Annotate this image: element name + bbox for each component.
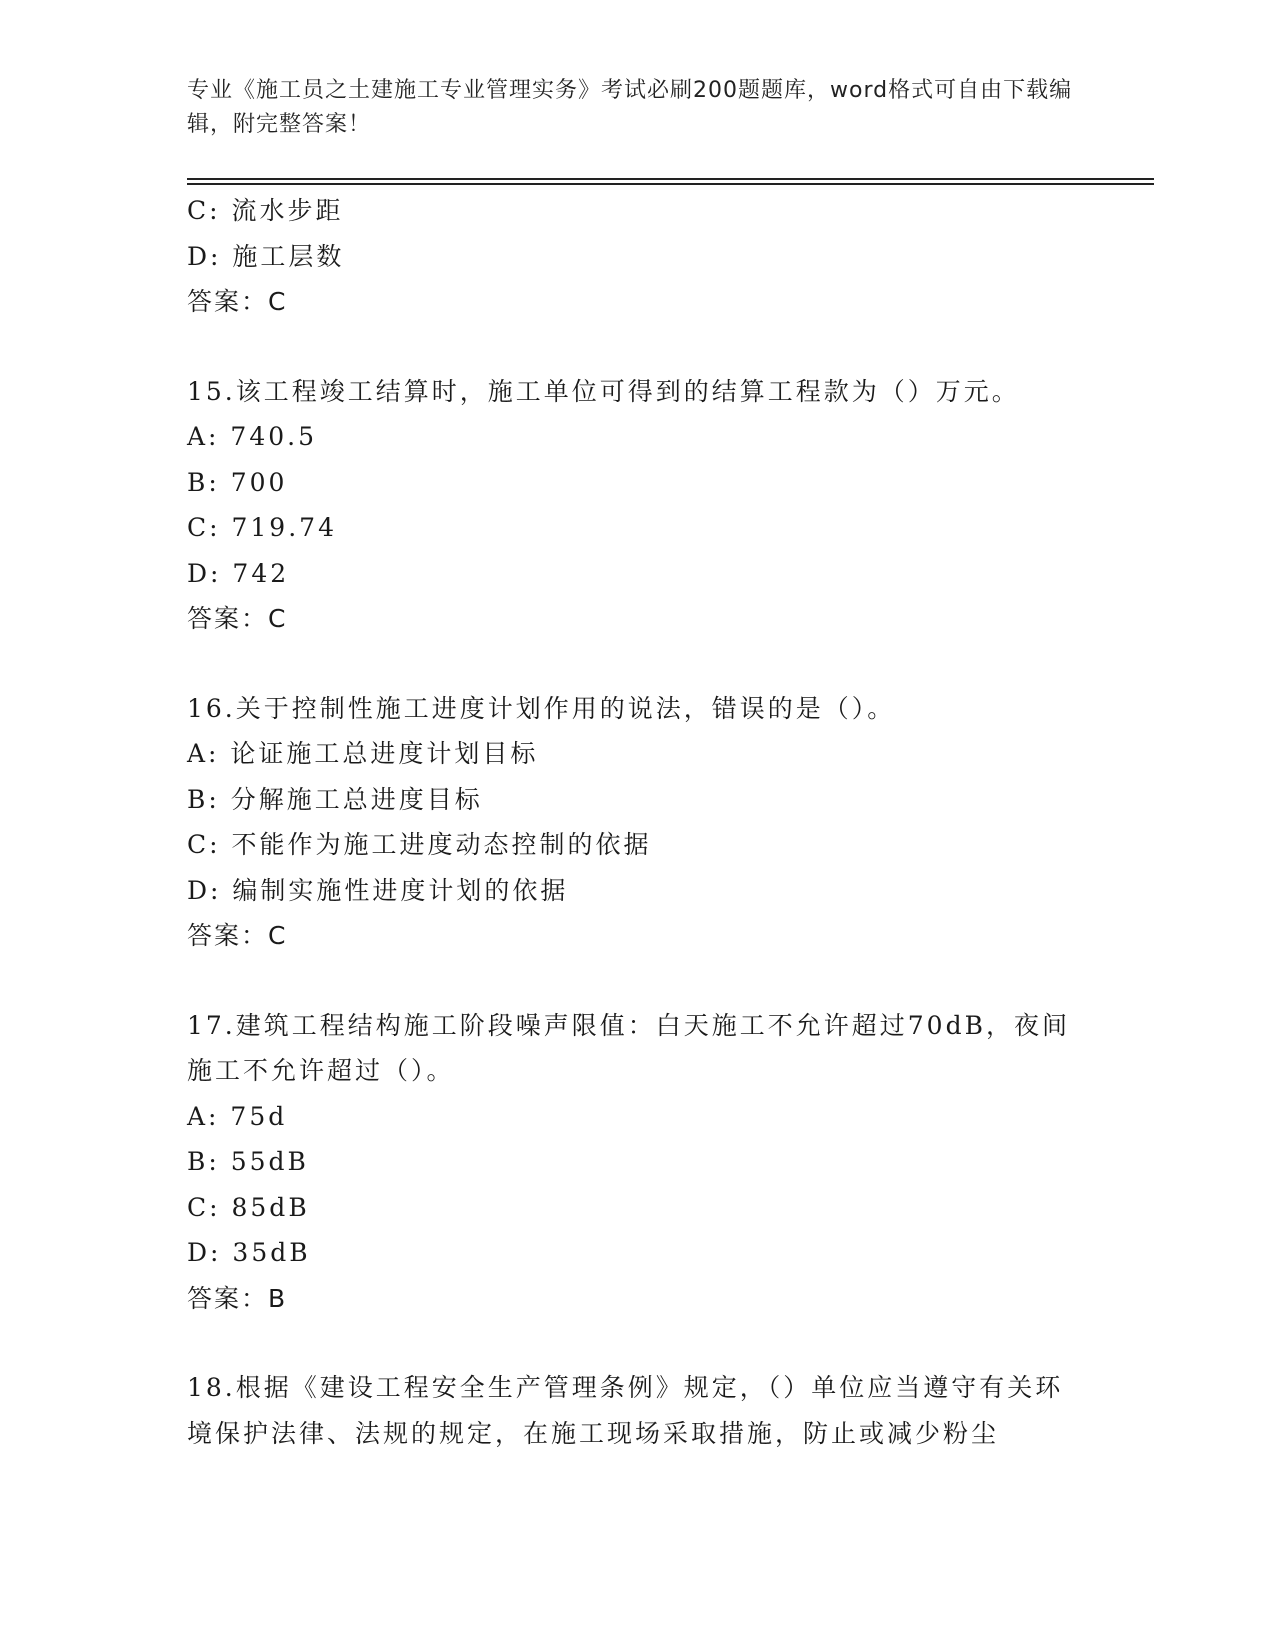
question-17 bbox=[187, 1003, 1087, 1322]
option-d: D: 编制实施性进度计划的依据 bbox=[187, 875, 569, 905]
option-c: C: 流水步距 bbox=[187, 196, 344, 225]
option-b: B: 分解施工总进度目标 bbox=[187, 784, 483, 814]
option-a: A: 75d bbox=[187, 1101, 288, 1131]
answer: 答案：C bbox=[187, 604, 288, 633]
question-text: 15.该工程竣工结算时，施工单位可得到的结算工程款为（）万元。 bbox=[187, 376, 1020, 406]
option-d: D: 35dB bbox=[187, 1238, 311, 1267]
header-rule-bottom bbox=[187, 183, 1154, 185]
question-text: 17.建筑工程结构施工阶段噪声限值：白天施工不允许超过70dB，夜间施工不允许超过（）。 bbox=[187, 1010, 1070, 1085]
option-a: A: 论证施工总进度计划目标 bbox=[187, 739, 539, 768]
question-text: 18.根据《建设工程安全生产管理条例》规定，（）单位应当遵守有关环境保护法律、法规的规定，在施工现场采取措施，防止或减少粉尘 bbox=[187, 1373, 1064, 1448]
question-18 bbox=[187, 1365, 1087, 1456]
option-c: C: 719.74 bbox=[187, 513, 337, 542]
option-c: C: 不能作为施工进度动态控制的依据 bbox=[187, 830, 652, 859]
document-header: 专业《施工员之土建施工专业管理实务》考试必刷200题题库，word格式可自由下载编辑，附完整答案！ bbox=[187, 78, 1073, 137]
header-rule-top bbox=[187, 178, 1154, 180]
option-b: B: 55dB bbox=[187, 1147, 309, 1176]
question-14-continued bbox=[187, 188, 1087, 325]
option-d: D: 742 bbox=[187, 558, 290, 588]
option-b: B: 700 bbox=[187, 467, 288, 497]
answer: 答案：B bbox=[187, 1283, 288, 1313]
question-16 bbox=[187, 686, 1087, 959]
answer: 答案：C bbox=[187, 921, 288, 950]
question-text: 16.关于控制性施工进度计划作用的说法，错误的是（）。 bbox=[187, 693, 896, 723]
document-body bbox=[187, 188, 1087, 1456]
option-a: A: 740.5 bbox=[187, 422, 317, 451]
option-d: D: 施工层数 bbox=[187, 241, 345, 271]
answer: 答案：C bbox=[187, 287, 288, 316]
question-15 bbox=[187, 369, 1087, 642]
option-c: C: 85dB bbox=[187, 1192, 310, 1222]
